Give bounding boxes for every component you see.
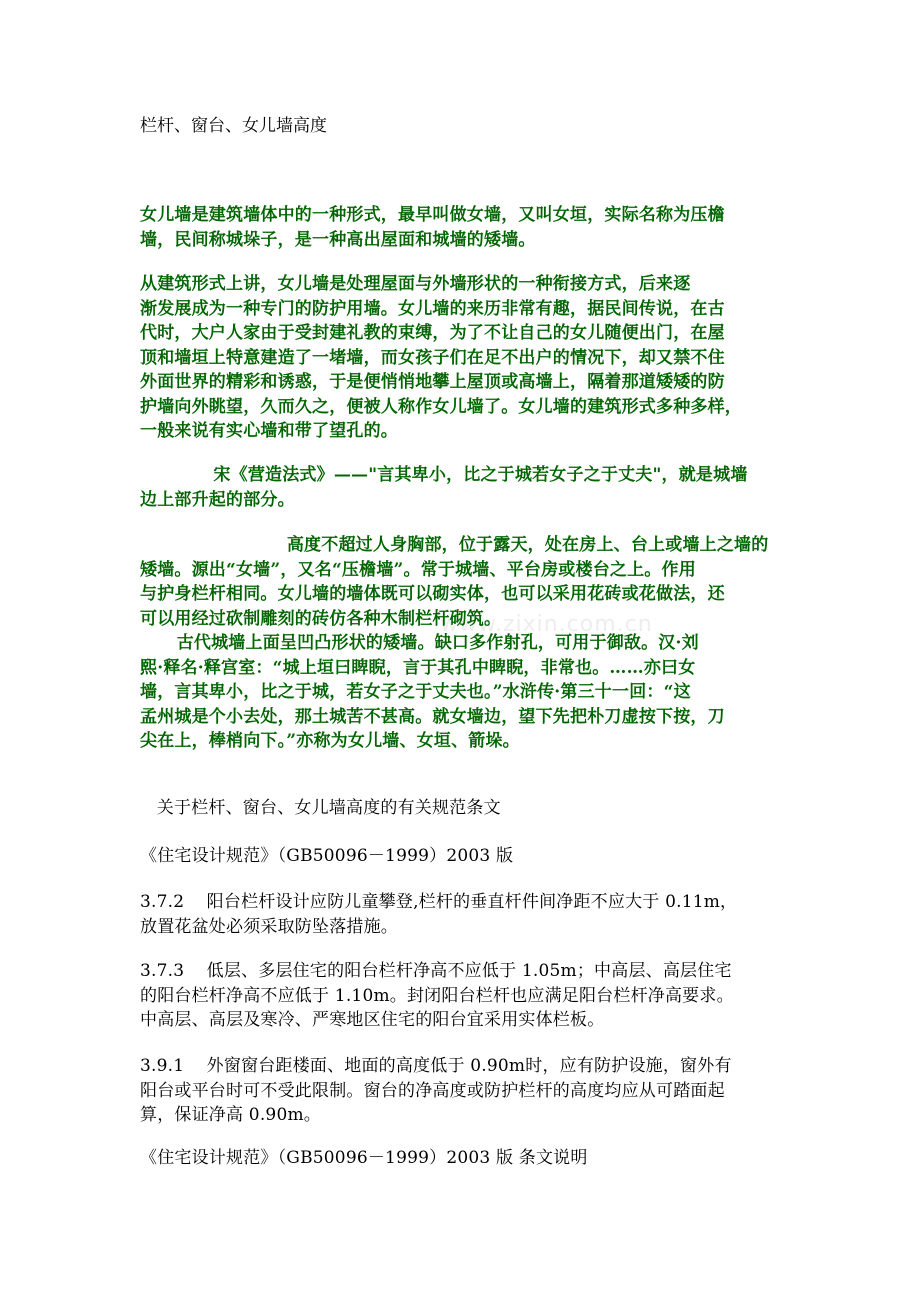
height-line: 尖在上，棒梢向下。”亦称为女儿墙、女垣、箭垛。 xyxy=(140,731,520,751)
intro-line: 女儿墙是建筑墙体中的一种形式，最早叫做女墙，又叫女垣，实际名称为压檐 xyxy=(140,205,725,225)
song-paragraph xyxy=(140,463,788,512)
clause-line: 算，保证净高 0.90m。 xyxy=(140,1105,321,1125)
height-line: 古代城墙上面呈凹凸形状的矮墙。缺口多作射孔，可用于御敌。汉·刘 xyxy=(140,633,699,653)
watermark: www.zixin.com.cn xyxy=(440,612,653,637)
code-reference-explanation: 《住宅设计规范》（GB50096－1999）2003 版 条文说明 xyxy=(140,1148,588,1168)
height-line: 矮墙。源出“女墙”，又名“压檐墙”。常于城墙、平台房或楼台之上。作用 xyxy=(140,559,696,580)
height-line: 熙·释名·释宫室：“城上垣曰睥睨，言于其孔中睥睨，非常也。……亦曰女 xyxy=(140,657,696,678)
height-line: 孟州城是个小去处，那土城苦不甚高。就女墙边，望下先把朴刀虚按下按，刀 xyxy=(140,706,725,727)
clause-line: 中高层、高层及寒冷、严寒地区住宅的阳台宜采用实体栏板。 xyxy=(140,1010,605,1030)
clause-line: 放置花盆处必须采取防坠落措施。 xyxy=(140,916,398,937)
intro-paragraph xyxy=(140,203,788,252)
clause-3-7-3 xyxy=(140,959,788,1033)
document-title: 栏杆、窗台、女儿墙高度 xyxy=(140,116,327,136)
clause-3-7-2 xyxy=(140,890,788,939)
song-line: 宋《营造法式》——"言其卑小，比之于城若女子之于丈夫"，就是城墙 xyxy=(140,465,748,485)
history-line: 一般来说有实心墙和带了望孔的。 xyxy=(140,421,398,441)
height-line: 与护身栏杆相同。女儿墙的墙体既可以砌实体，也可以采用花砖或花做法，还 xyxy=(140,584,725,604)
norms-heading: 关于栏杆、窗台、女儿墙高度的有关规范条文 xyxy=(140,798,501,818)
clause-line: 阳台或平台时可不受此限制。窗台的净高度或防护栏杆的高度均应从可踏面起 xyxy=(140,1080,725,1101)
history-line: 顶和墙垣上特意建造了一堵墙，而女孩子们在足不出户的情况下，却又禁不住 xyxy=(140,347,725,368)
clause-line: 的阳台栏杆净高不应低于 1.10m。封闭阳台栏杆也应满足阳台栏杆净高要求。 xyxy=(140,985,734,1006)
height-line: 墙，言其卑小，比之于城，若女子之于丈夫也。”水浒传·第三十一回：“这 xyxy=(140,682,691,702)
height-line: 高度不超过人身胸部，位于露天，处在房上、台上或墙上之墙的 xyxy=(140,535,769,555)
history-paragraph xyxy=(140,272,788,444)
clause-3-9-1 xyxy=(140,1054,788,1128)
history-line: 外面世界的精彩和诱惑，于是便悄悄地攀上屋顶或高墙上，隔着那道矮矮的防 xyxy=(140,372,725,392)
clause-line: 3.7.2 阳台栏杆设计应防儿童攀登,栏杆的垂直杆件间净距不应大于 0.11m， xyxy=(140,892,738,912)
height-paragraph xyxy=(140,533,788,754)
history-line: 渐发展成为一种专门的防护用墙。女儿墙的来历非常有趣，据民间传说，在古 xyxy=(140,298,725,319)
clause-line: 3.7.3 低层、多层住宅的阳台栏杆净高不应低于 1.05m；中高层、高层住宅 xyxy=(140,961,732,981)
history-line: 护墙向外眺望，久而久之，便被人称作女儿墙了。女儿墙的建筑形式多种多样， xyxy=(140,396,742,417)
clause-line: 3.9.1 外窗窗台距楼面、地面的高度低于 0.90m时，应有防护设施，窗外有 xyxy=(140,1056,732,1076)
code-reference: 《住宅设计规范》（GB50096－1999）2003 版 xyxy=(140,846,514,866)
history-line: 代时，大户人家由于受封建礼教的束缚，为了不让自己的女儿随便出门，在屋 xyxy=(140,323,725,343)
intro-line: 墙，民间称城垛子，是一种高出屋面和城墙的矮墙。 xyxy=(140,229,536,250)
song-line: 边上部升起的部分。 xyxy=(140,489,295,510)
history-line: 从建筑形式上讲，女儿墙是处理屋面与外墙形状的一种衔接方式，后来逐 xyxy=(140,274,691,294)
height-line: 可以用经过砍制雕刻的砖仿各种木制栏杆砌筑。 xyxy=(140,608,502,629)
